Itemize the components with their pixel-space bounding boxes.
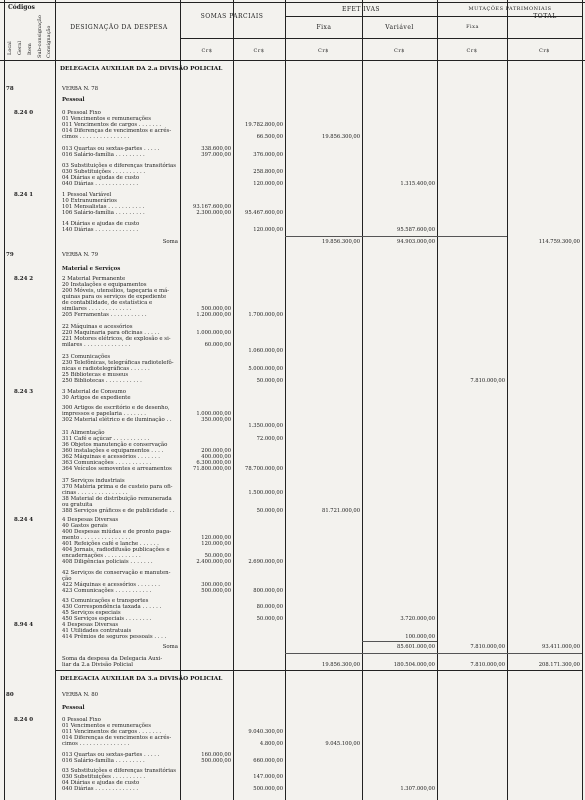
rule [582,0,583,800]
row-description: 0 Pessoal Fixo [62,110,101,116]
row-description: 04 Diárias e ajudas de custo [62,780,140,786]
amount-cell: 19.856.300,00 [322,239,360,245]
row-description: 311 Café e açúcar . . . . . . . . . . . [62,436,150,442]
amount-cell: 200.000,00 [201,448,231,454]
row-description: ção [62,576,72,582]
row-description: 3 Material de Consumo [62,389,126,395]
row-description: 03 Substituições e diferenças transitórias [62,163,176,169]
total-header: TOTAL [533,13,557,20]
row-description: 1 Pessoal Variável [62,192,112,198]
amount-cell: 19.856.300,00 [322,134,360,140]
amount-cell: 6.300.000,00 [196,460,231,466]
row-code: 8.24 3 [14,389,34,395]
row-description: 302 Material elétrico e de iluminação . . [62,417,172,423]
amount-cell: 7.810.000,00 [470,662,505,668]
currency-label: Cr$ [201,48,213,54]
amount-cell: 78.700.000,00 [245,466,283,472]
amount-cell: 1.315.400,00 [400,181,435,187]
amount-cell: 500.000,00 [201,588,231,594]
sum-rule [362,641,437,642]
verba-label: VERBA N. 80 [62,692,99,698]
currency-label: Cr$ [394,48,405,54]
row-code: 8.24 0 [14,110,34,116]
amount-cell: 258.800,00 [253,169,283,175]
verba-code: 78 [6,86,14,92]
row-description: 14 Diárias e ajudas de custo [62,221,140,227]
rule [55,0,56,800]
row-description: 016 Salário-família . . . . . . . . . [62,152,145,158]
row-description: 31 Alimentação [62,430,105,436]
row-description: 400 Despesas miúdas e de pronto paga- [62,529,172,535]
row-description: 300 Artigos de escritório e de desenho, [62,405,170,411]
variavel-header: Variável [385,24,414,31]
row-description: quinas para os serviços de expediente [62,294,167,300]
row-description: 200 Móveis, utensílios, tapeçaria e má- [62,288,170,294]
row-description: cinas . . . . . . . . . . . . . . . [62,490,128,496]
row-description: 363 Comunicações . . . . . . . . . . . [62,460,152,466]
amount-cell: 93.167.600,00 [193,204,231,210]
amount-cell: 2.690.000,00 [248,559,283,565]
amount-cell: 300.000,00 [201,582,231,588]
row-code: 8.94 4 [14,622,34,628]
row-code: 8.24 1 [14,192,34,198]
rule [362,0,363,800]
row-description: 4 Despesas Diversas [62,517,119,523]
amount-cell: 50.000,00 [256,378,283,384]
amount-cell: 1.307.000,00 [400,786,435,792]
amount-cell: 1.700.000,00 [248,312,283,318]
amount-cell: 1.000.000,00 [196,330,231,336]
amount-cell: 50.000,00 [204,553,231,559]
row-code: 8.24 4 [14,517,34,523]
amount-cell: 7.810.000,00 [470,378,505,384]
amount-cell: 660.000,00 [253,758,283,764]
row-description: 414 Prêmios de seguros pessoais . . . . [62,634,167,640]
amount-cell: 1.500.000,00 [248,490,283,496]
amount-cell: 3.720.000,00 [400,616,435,622]
verba-label: VERBA N. 78 [62,86,99,92]
amount-cell: 500.000,00 [201,758,231,764]
row-description: 140 Diárias . . . . . . . . . . . . . [62,227,139,233]
rule [437,0,438,800]
amount-cell: 500.000,00 [253,786,283,792]
code-col-header: Geral [17,41,23,55]
section-title: DELEGACIA AUXILIAR DA 3.a DIVISÃO POLICIAL [60,676,223,682]
fixa-header: Fixa [466,24,479,30]
row-description: 030 Substituições . . . . . . . . . . [62,169,146,175]
row-description: 430 Correspondência taxada . . . . . . [62,604,162,610]
row-description: 422 Máquinas e acessórios . . . . . . . [62,582,160,588]
row-description: 43 Comunicações e transportes [62,598,149,604]
amount-cell: 9.040.300,00 [248,729,283,735]
section-rule [55,670,582,671]
row-description: 014 Diferenças de vencimentos e acrés- [62,128,172,134]
row-description: cimos . . . . . . . . . . . . . . . [62,134,130,140]
row-description: de contabilidade, de estatística e [62,300,153,306]
amount-cell: 4.800,00 [259,741,283,747]
amount-cell: 2.300.000,00 [196,210,231,216]
sum-rule [285,653,582,654]
amount-cell: 338.600,00 [201,146,231,152]
row-description: 30 Artigos de expediente [62,395,131,401]
section-title: DELEGACIA AUXILIAR DA 2.a DIVISÃO POLICIAL [60,66,223,72]
amount-cell: 72.000,00 [256,436,283,442]
row-description: similares . . . . . . . . . . . . . [62,306,132,312]
row-description: 250 Bibliotecas . . . . . . . . . . . [62,378,142,384]
row-description: 030 Substituições . . . . . . . . . . [62,774,146,780]
amount-cell: 1.060.000,00 [248,348,283,354]
row-description: 01 Vencimentos e remunerações [62,116,151,122]
code-col-header: Sub-consignação [37,15,43,58]
row-description: Pessoal [62,97,85,103]
amount-cell: 120.000,00 [201,541,231,547]
row-description: 38 Material de distribuição remunerada [62,496,172,502]
row-description: 25 Bibliotecas e museus [62,372,129,378]
row-description: 364 Veículos semoventes e arreamentos [62,466,172,472]
codigos-header: Códigos [8,4,35,11]
amount-cell: 1.350.000,00 [248,423,283,429]
row-description: mento . . . . . . . . . . . . . . . [62,535,131,541]
mutacoes-header: MUTAÇÕES PATRIMONIAIS [468,6,552,12]
amount-cell: 94.903.000,00 [397,239,435,245]
amount-cell: 397.000,00 [201,152,231,158]
row-description: 03 Substituições e diferenças transitórias [62,768,176,774]
verba-label: VERBA N. 79 [62,252,99,258]
row-description: 404 Jornais, radiodifusão publicações e [62,547,170,553]
amount-cell: 50.000,00 [256,616,283,622]
row-description: 360 instalações e equipamentos . . . . [62,448,164,454]
amount-cell: 85.601.000,00 [397,644,435,650]
row-description: Soma da despesa da Delegacia Auxi- [62,656,163,662]
row-description: 42 Serviços de conservação e manuten- [62,570,171,576]
amount-cell: 1.000.000,00 [196,411,231,417]
row-description: 23 Comunicações [62,354,111,360]
row-description: 013 Quartas ou sextas-partes . . . . . [62,146,160,152]
amount-cell: 19.782.800,00 [245,122,283,128]
rule [507,0,508,800]
somas-header: SOMAS PARCIAIS [200,13,264,20]
amount-cell: 208.171.300,00 [538,662,580,668]
amount-cell: 60.000,00 [204,342,231,348]
verba-code: 79 [6,252,14,258]
row-description: 36 Objetos manutenção e conservação [62,442,168,448]
rule [0,2,585,3]
currency-label: Cr$ [253,48,265,54]
row-description: 230 Telefônicas, telegráficas radiotelefô- [62,360,174,366]
amount-cell: 5.000.000,00 [248,366,283,372]
row-description: 388 Serviços gráficos e de publicidade . . [62,508,175,514]
row-description: Soma [162,239,178,245]
row-description: 101 Mensalistas . . . . . . . . . . . [62,204,145,210]
amount-cell: 120.000,00 [253,227,283,233]
verba-code: 80 [6,692,14,698]
row-description: liar da 2.a Divisão Policial [62,662,133,668]
row-description: 014 Diferenças de vencimentos e acrés- [62,735,172,741]
row-description: 45 Serviços especiais [62,610,121,616]
row-description: encadernações . . . . . . . . . . . [62,553,141,559]
code-col-header: Consignação [46,25,52,58]
row-description: 423 Comunicações . . . . . . . . . . . [62,588,152,594]
currency-label: Cr$ [466,48,478,54]
row-description: 011 Vencimentos de cargos . . . . . . . [62,729,162,735]
amount-cell: 180.504.000,00 [393,662,435,668]
row-description: 013 Quartas ou sextas-partes . . . . . [62,752,160,758]
row-description: 20 Instalações e equipamentos [62,282,147,288]
row-description: 040 Diárias . . . . . . . . . . . . . [62,181,139,187]
efetivas-header: EFET IVAS [341,6,381,13]
fixa-header: Fixa [316,24,332,31]
row-description: 401 Refeições café e lanche . . . . . . [62,541,159,547]
row-description: 450 Serviços especiais . . . . . . . . [62,616,152,622]
amount-cell: 376.000,00 [253,152,283,158]
amount-cell: 800.000,00 [253,588,283,594]
row-description: 370 Matéria prima e de custeio para ofi- [62,484,173,490]
designacao-header: DESIGNAÇÃO DA DESPESA [70,24,168,31]
amount-cell: 95.467.600,00 [245,210,283,216]
amount-cell: 93.411.000,00 [542,644,580,650]
amount-cell: 350.000,00 [201,417,231,423]
amount-cell: 400.000,00 [201,454,231,460]
row-description: Pessoal [62,705,85,711]
amount-cell: 95.587.600,00 [397,227,435,233]
row-description: Soma [162,644,178,650]
row-description: 106 Salário-família . . . . . . . . . [62,210,145,216]
row-description: ou gratuita [62,502,93,508]
amount-cell: 19.856.300,00 [322,662,360,668]
row-description: 0 Pessoal Fixo [62,717,101,723]
amount-cell: 147.000,00 [253,774,283,780]
rule [233,0,234,800]
row-description: 40 Gastos gerais [62,523,108,529]
row-description: impressos e papelaria . . . . . . . [62,411,146,417]
row-description: 10 Extranumerários [62,198,117,204]
row-description: 37 Serviços industriais [62,478,125,484]
currency-label: Cr$ [318,48,329,54]
rule [4,0,5,800]
row-description: 221 Motores elétricos, de explosão e si- [62,336,171,342]
amount-cell: 50.000,00 [256,508,283,514]
row-description: 2 Material Permanente [62,276,126,282]
rule [285,0,286,800]
amount-cell: 80.000,00 [256,604,283,610]
row-description: 040 Diárias . . . . . . . . . . . . . [62,786,139,792]
row-description: cimos . . . . . . . . . . . . . . . [62,741,130,747]
amount-cell: 71.800.000,00 [193,466,231,472]
code-col-header: Item [27,43,33,55]
amount-cell: 81.721.000,00 [322,508,360,514]
amount-cell: 114.759.300,00 [538,239,580,245]
amount-cell: 7.810.000,00 [470,644,505,650]
row-description: 4 Despesas Diversas [62,622,119,628]
amount-cell: 1.200.000,00 [196,312,231,318]
row-description: 362 Máquinas e acessórios . . . . . . . [62,454,160,460]
row-description: 205 Ferramentas . . . . . . . . . . . [62,312,147,318]
amount-cell: 2.400.000,00 [196,559,231,565]
amount-cell: 9.045.100,00 [325,741,360,747]
row-code: 8.24 2 [14,276,34,282]
rule [0,60,585,61]
row-description: milares . . . . . . . . . . . . . . [62,342,131,348]
row-description: 220 Maquinaria para oficinas . . . . . [62,330,160,336]
row-description: 408 Diligências policiais . . . . . . . [62,559,153,565]
amount-cell: 66.500,00 [256,134,283,140]
sum-rule [285,236,507,237]
row-description: 22 Máquinas e acessórios [62,324,133,330]
amount-cell: 120.000,00 [201,535,231,541]
amount-cell: 100.000,00 [405,634,435,640]
rule [180,38,582,39]
row-code: 8.24 0 [14,717,34,723]
currency-label: Cr$ [539,48,550,54]
row-description: 016 Salário-família . . . . . . . . . [62,758,145,764]
amount-cell: 120.000,00 [253,181,283,187]
amount-cell: 160.000,00 [201,752,231,758]
row-description: 01 Vencimentos e remunerações [62,723,151,729]
row-description: 011 Vencimentos de cargos . . . . . . . [62,122,162,128]
row-description: nicas e radiotelegráficas . . . . . . [62,366,150,372]
row-description: Material e Serviços [62,266,121,272]
code-col-header: Local [7,41,13,55]
row-description: 04 Diárias e ajudas de custo [62,175,140,181]
row-description: 41 Utilidades contratuais [62,628,132,634]
amount-cell: 500.000,00 [201,306,231,312]
